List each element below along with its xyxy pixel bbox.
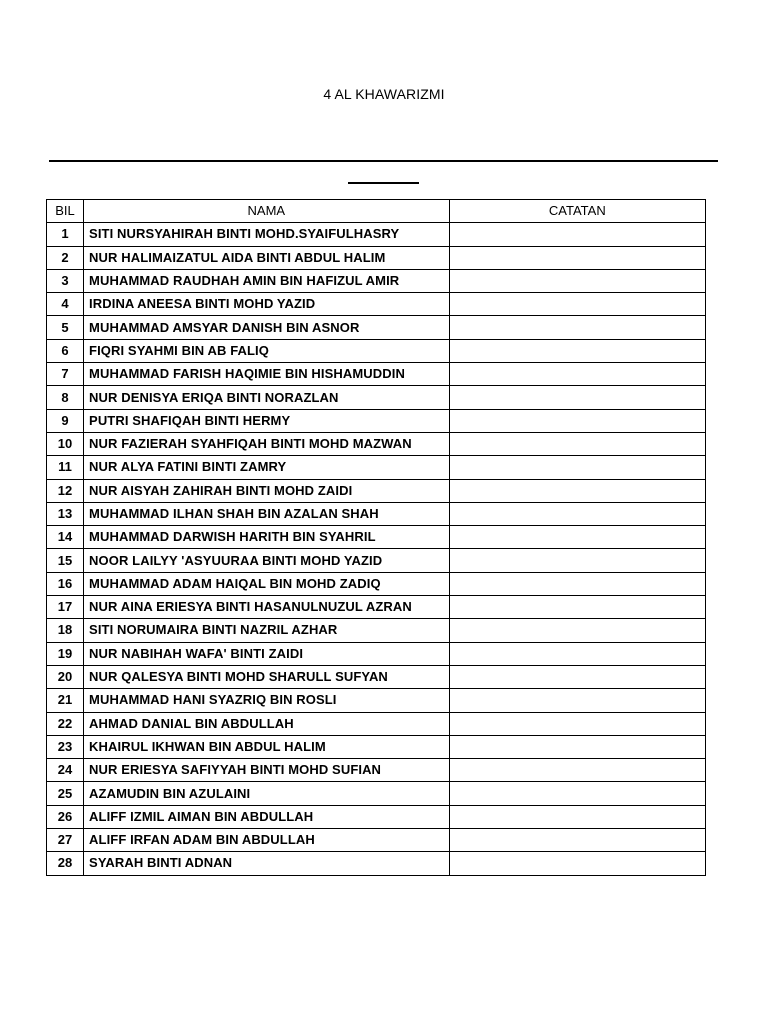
row-number-cell: 4 [47,293,84,316]
row-number-cell: 9 [47,409,84,432]
table-row [47,456,706,479]
notes-cell [449,759,705,782]
student-name-cell: MUHAMMAD ILHAN SHAH BIN AZALAN SHAH [84,502,450,525]
notes-cell [449,432,705,455]
student-name-cell: MUHAMMAD RAUDHAH AMIN BIN HAFIZUL AMIR [84,269,450,292]
heading-underline [49,160,718,162]
table-row [47,782,706,805]
table-row [47,363,706,386]
student-name-cell: NUR HALIMAIZATUL AIDA BINTI ABDUL HALIM [84,246,450,269]
student-name-cell: MUHAMMAD DARWISH HARITH BIN SYAHRIL [84,526,450,549]
notes-cell [449,293,705,316]
student-name-cell: AZAMUDIN BIN AZULAINI [84,782,450,805]
notes-cell [449,689,705,712]
table-row [47,735,706,758]
table-row [47,549,706,572]
header-catatan: CATATAN [449,200,705,223]
table-row [47,432,706,455]
student-name-cell: SYARAH BINTI ADNAN [84,852,450,875]
table-row [47,572,706,595]
student-name-cell: SITI NURSYAHIRAH BINTI MOHD.SYAIFULHASRY [84,223,450,246]
notes-cell [449,665,705,688]
student-name-cell: MUHAMMAD AMSYAR DANISH BIN ASNOR [84,316,450,339]
student-name-cell: MUHAMMAD ADAM HAIQAL BIN MOHD ZADIQ [84,572,450,595]
table-row [47,409,706,432]
notes-cell [449,805,705,828]
table-header-row [47,200,706,223]
student-name-cell: NUR FAZIERAH SYAHFIQAH BINTI MOHD MAZWAN [84,432,450,455]
table-row [47,596,706,619]
table-row [47,339,706,362]
row-number-cell: 6 [47,339,84,362]
row-number-cell: 23 [47,735,84,758]
notes-cell [449,526,705,549]
student-name-cell: FIQRI SYAHMI BIN AB FALIQ [84,339,450,362]
student-name-cell: SITI NORUMAIRA BINTI NAZRIL AZHAR [84,619,450,642]
row-number-cell: 10 [47,432,84,455]
student-name-cell: ALIFF IZMIL AIMAN BIN ABDULLAH [84,805,450,828]
table-row [47,619,706,642]
notes-cell [449,269,705,292]
table-header [47,200,706,223]
notes-cell [449,363,705,386]
row-number-cell: 2 [47,246,84,269]
student-name-cell: NUR ALYA FATINI BINTI ZAMRY [84,456,450,479]
table-row [47,246,706,269]
student-name-cell: MUHAMMAD FARISH HAQIMIE BIN HISHAMUDDIN [84,363,450,386]
row-number-cell: 26 [47,805,84,828]
table-row [47,293,706,316]
notes-cell [449,502,705,525]
row-number-cell: 16 [47,572,84,595]
table-row [47,526,706,549]
table-row [47,223,706,246]
notes-cell [449,339,705,362]
student-name-cell: NUR AISYAH ZAHIRAH BINTI MOHD ZAIDI [84,479,450,502]
student-name-cell: ALIFF IRFAN ADAM BIN ABDULLAH [84,829,450,852]
notes-cell [449,246,705,269]
row-number-cell: 13 [47,502,84,525]
notes-cell [449,712,705,735]
table-row [47,642,706,665]
heading-underline-continuation [348,182,419,184]
table-row [47,759,706,782]
notes-cell [449,642,705,665]
table-body [47,223,706,875]
student-name-cell: NOOR LAILYY 'ASYUURAA BINTI MOHD YAZID [84,549,450,572]
row-number-cell: 15 [47,549,84,572]
notes-cell [449,596,705,619]
header-bil: BIL [47,200,84,223]
row-number-cell: 19 [47,642,84,665]
row-number-cell: 28 [47,852,84,875]
row-number-cell: 24 [47,759,84,782]
table-row [47,712,706,735]
student-name-cell: KHAIRUL IKHWAN BIN ABDUL HALIM [84,735,450,758]
table-row [47,316,706,339]
student-name-cell: NUR QALESYA BINTI MOHD SHARULL SUFYAN [84,665,450,688]
notes-cell [449,572,705,595]
row-number-cell: 11 [47,456,84,479]
notes-cell [449,782,705,805]
row-number-cell: 27 [47,829,84,852]
table-row [47,386,706,409]
row-number-cell: 8 [47,386,84,409]
row-number-cell: 1 [47,223,84,246]
table-row [47,689,706,712]
student-name-cell: MUHAMMAD HANI SYAZRIQ BIN ROSLI [84,689,450,712]
document-title: 4 AL KHAWARIZMI [323,86,445,102]
table-row [47,665,706,688]
student-name-cell: PUTRI SHAFIQAH BINTI HERMY [84,409,450,432]
notes-cell [449,479,705,502]
table-row [47,502,706,525]
notes-cell [449,829,705,852]
row-number-cell: 7 [47,363,84,386]
row-number-cell: 3 [47,269,84,292]
row-number-cell: 5 [47,316,84,339]
notes-cell [449,316,705,339]
student-name-cell: NUR AINA ERIESYA BINTI HASANULNUZUL AZRAN [84,596,450,619]
student-name-cell: NUR ERIESYA SAFIYYAH BINTI MOHD SUFIAN [84,759,450,782]
student-name-cell: AHMAD DANIAL BIN ABDULLAH [84,712,450,735]
row-number-cell: 14 [47,526,84,549]
student-name-cell: NUR NABIHAH WAFA' BINTI ZAIDI [84,642,450,665]
notes-cell [449,549,705,572]
notes-cell [449,223,705,246]
table-row [47,805,706,828]
header-nama: NAMA [84,200,450,223]
table-row [47,852,706,875]
table-row [47,269,706,292]
notes-cell [449,619,705,642]
notes-cell [449,735,705,758]
row-number-cell: 12 [47,479,84,502]
student-name-cell: IRDINA ANEESA BINTI MOHD YAZID [84,293,450,316]
notes-cell [449,852,705,875]
notes-cell [449,409,705,432]
student-roster-table [46,199,706,876]
row-number-cell: 20 [47,665,84,688]
table-row [47,479,706,502]
row-number-cell: 22 [47,712,84,735]
row-number-cell: 18 [47,619,84,642]
row-number-cell: 17 [47,596,84,619]
student-name-cell: NUR DENISYA ERIQA BINTI NORAZLAN [84,386,450,409]
table-row [47,829,706,852]
row-number-cell: 25 [47,782,84,805]
row-number-cell: 21 [47,689,84,712]
notes-cell [449,386,705,409]
notes-cell [449,456,705,479]
